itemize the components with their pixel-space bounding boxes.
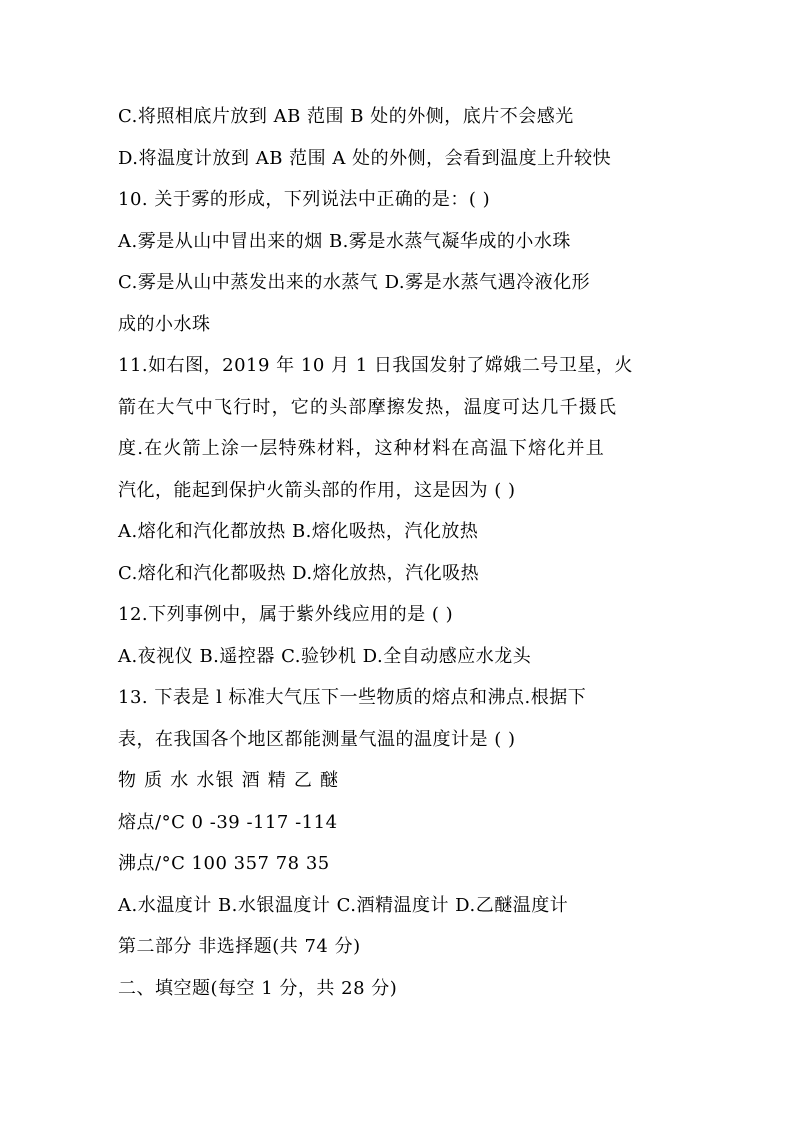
options-q12: A.夜视仪 B.遥控器 C.验钞机 D.全自动感应水龙头 xyxy=(118,645,532,667)
question-11-line-2: 箭在大气中飞行时，它的头部摩擦发热，温度可达几千摄氏 xyxy=(118,396,618,418)
table-melting-row: 熔点/°C 0 -39 -117 -114 xyxy=(118,811,338,833)
option-d-q9: D.将温度计放到 AB 范围 A 处的外侧，会看到温度上升较快 xyxy=(118,147,612,169)
question-11-line-1: 11.如右图，2019 年 10 月 1 日我国发射了嫦娥二号卫星，火 xyxy=(118,355,633,376)
question-10: 10. 关于雾的形成，下列说法中正确的是：( ) xyxy=(118,189,491,210)
options-ab-q11: A.熔化和汽化都放热 B.熔化吸热，汽化放热 xyxy=(118,521,479,542)
question-11-line-4: 汽化，能起到保护火箭头部的作用，这是因为 ( ) xyxy=(118,479,516,501)
options-cd-q10: C.雾是从山中蒸发出来的水蒸气 D.雾是水蒸气遇冷液化形 xyxy=(118,272,591,293)
options-cd-q11: C.熔化和汽化都吸热 D.熔化放热，汽化吸热 xyxy=(118,562,480,584)
question-13-line-1: 13. 下表是 l 标准大气压下一些物质的熔点和沸点.根据下 xyxy=(118,687,587,708)
options-q13: A.水温度计 B.水银温度计 C.酒精温度计 D.乙醚温度计 xyxy=(118,894,569,916)
question-11-line-3: 度.在火箭上涂一层特殊材料，这种材料在高温下熔化并且 xyxy=(118,438,605,459)
section-part-two: 第二部分 非选择题(共 74 分) xyxy=(118,936,361,957)
options-ab-q10: A.雾是从山中冒出来的烟 B.雾是水蒸气凝华成的小水珠 xyxy=(118,230,571,252)
table-boiling-row: 沸点/°C 100 357 78 35 xyxy=(118,853,330,874)
question-12: 12.下列事例中，属于紫外线应用的是 ( ) xyxy=(118,604,454,625)
table-header-row: 物 质 水 水银 酒 精 乙 醚 xyxy=(118,770,340,791)
option-c-q9: C.将照相底片放到 AB 范围 B 处的外侧，底片不会感光 xyxy=(118,106,574,127)
options-cd-q10-cont: 成的小水珠 xyxy=(118,313,211,335)
section-fill-in-blanks: 二、填空题(每空 1 分，共 28 分) xyxy=(118,977,398,999)
question-13-line-2: 表，在我国各个地区都能测量气温的温度计是 ( ) xyxy=(118,728,516,750)
document-content xyxy=(118,96,688,1009)
